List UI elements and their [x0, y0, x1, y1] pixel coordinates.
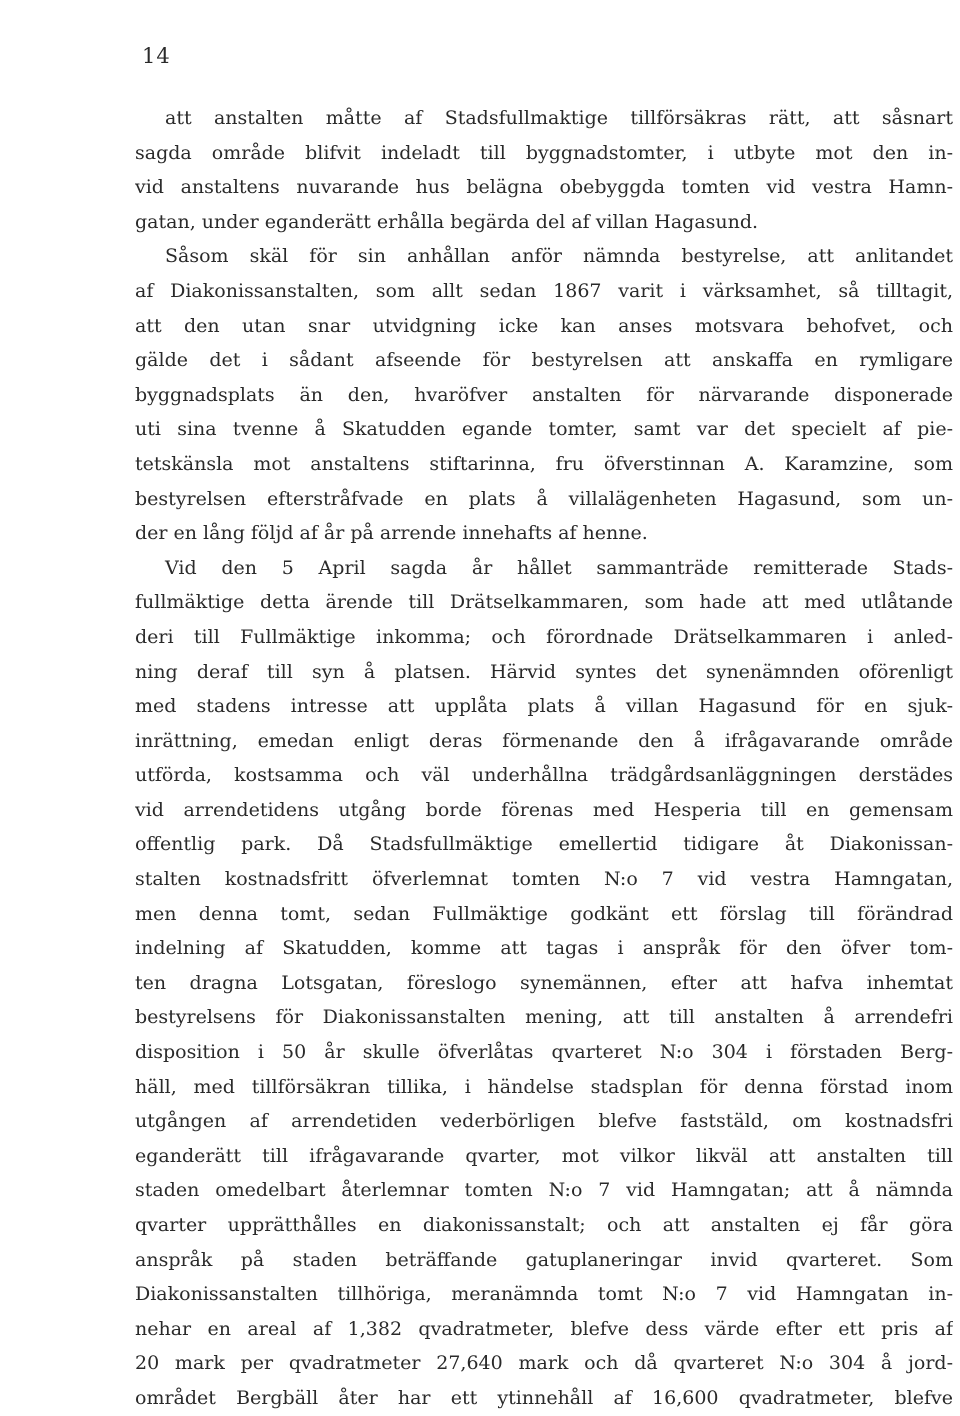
text-line: fullmäktige detta ärende till Drätselkammaren, som hade att med utlåtande	[135, 591, 953, 614]
text-line: vid arrendetidens utgång borde förenas med Hesperia till en gemensam	[135, 798, 953, 821]
text-line: vid anstaltens nuvarande hus belägna obebyggda tomten vid vestra Hamn-	[135, 176, 953, 199]
text-line: gatan, under eganderätt erhålla begärda del af villan Hagasund.	[135, 210, 759, 233]
text-line: sagda område blifvit indeladt till byggnadstomter, i utbyte mot den in-	[135, 141, 953, 164]
text-line: bestyrelsens för Diakonissanstalten mening, att till anstalten å arrendefri	[135, 1006, 953, 1029]
text-line: stalten kostnadsfritt öfverlemnat tomten N:o 7 vid vestra Hamngatan,	[135, 868, 953, 891]
text-line: med stadens intresse att upplåta plats å villan Hagasund för en sjuk-	[135, 695, 953, 718]
text-line: Diakonissanstalten tillhöriga, meranämnda tomt N:o 7 vid Hamngatan in-	[135, 1283, 953, 1306]
text-line: deri till Fullmäktige inkomma; och förordnade Drätselkammaren i anled-	[135, 625, 953, 648]
body-text	[135, 101, 953, 1416]
text-line: utgången af arrendetiden vederbörligen blefve faststäld, om kostnadsfri	[135, 1110, 953, 1133]
text-line: anspråk på staden beträffande gatuplaneringar invid qvarteret. Som	[135, 1248, 953, 1271]
text-line: men denna tomt, sedan Fullmäktige godkänt ett förslag till förändrad	[135, 902, 953, 925]
text-line: 20 mark per qvadratmeter 27,640 mark och då qvarteret N:o 304 å jord-	[135, 1352, 953, 1375]
text-line: qvarter upprätthålles en diakonissanstalt; och att anstalten ej får göra	[135, 1214, 953, 1236]
text-line: utförda, kostsamma och väl underhållna trädgårdsanläggningen derstädes	[135, 764, 953, 787]
text-line: byggnadsplats än den, hvaröfver anstalten för närvarande disponerade	[135, 383, 953, 406]
page-number: 14	[142, 44, 171, 68]
text-line: bestyrelsen efterstråfvade en plats å villalägenheten Hagasund, som un-	[135, 487, 953, 510]
text-line: inrättning, emedan enligt deras förmenande den å ifrågavarande område	[135, 729, 953, 752]
text-line: ten dragna Lotsgatan, föreslogo synemännen, efter att hafva inhemtat	[135, 971, 953, 994]
text-line: gälde det i sådant afseende för bestyrelsen att anskaffa en rymligare	[135, 349, 953, 372]
text-line: häll, med tillförsäkran tillika, i händelse stadsplan för denna förstad inom	[135, 1075, 953, 1098]
text-line: af Diakonissanstalten, som allt sedan 1867 varit i värksamhet, så tilltagit,	[135, 279, 953, 302]
text-line: tetskänsla mot anstaltens stiftarinna, fru öfverstinnan A. Karamzine, som	[135, 452, 953, 475]
text-line: offentlig park. Då Stadsfullmäktige emellertid tidigare åt Diakonissan-	[135, 833, 953, 856]
text-line: uti sina tvenne å Skatudden egande tomter, samt var det specielt af pie-	[135, 418, 953, 441]
text-line: staden omedelbart återlemnar tomten N:o 7 vid Hamngatan; att å nämnda	[135, 1179, 953, 1202]
text-line: att anstalten måtte af Stadsfullmaktige tillförsäkras rätt, att såsnart	[165, 107, 953, 129]
text-line: området Bergbäll åter har ett ytinnehåll af 16,600 qvadratmeter, blefve	[135, 1386, 953, 1409]
text-line: indelning af Skatudden, komme att tagas i anspråk för den öfver tom-	[135, 937, 953, 960]
text-line: att den utan snar utvidgning icke kan anses motsvara behofvet, och	[135, 314, 953, 337]
text-line: ning deraf till syn å platsen. Härvid syntes det synenämnden oförenligt	[135, 660, 953, 683]
text-line: eganderätt till ifrågavarande qvarter, mot vilkor likväl att anstalten till	[135, 1144, 953, 1167]
text-line: disposition i 50 år skulle öfverlåtas qvarteret N:o 304 i förstaden Berg-	[135, 1041, 953, 1064]
text-line: Vid den 5 April sagda år hållet sammanträde remitterade Stads-	[165, 556, 953, 579]
text-line: der en lång följd af år på arrende innehafts af henne.	[135, 522, 648, 545]
text-line: nehar en areal af 1,382 qvadratmeter, blefve dess värde efter ett pris af	[135, 1317, 953, 1340]
text-line: Såsom skäl för sin anhållan anför nämnda bestyrelse, att anlitandet	[165, 245, 953, 268]
